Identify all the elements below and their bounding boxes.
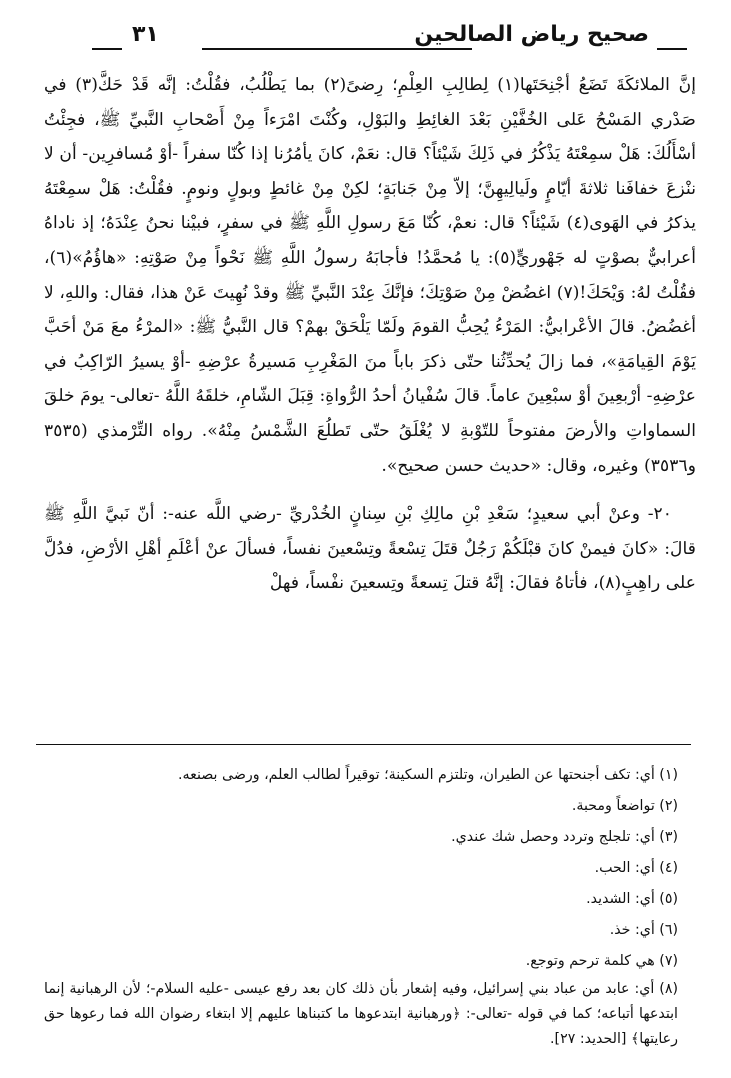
header-rule-middle bbox=[202, 48, 472, 50]
footnote-6: (٦) أي: خذ. bbox=[609, 922, 678, 938]
footnotes bbox=[44, 760, 696, 1052]
header-rule-left bbox=[92, 48, 122, 50]
footnote-2: (٢) تواضعاً ومحبة. bbox=[571, 798, 678, 814]
main-text bbox=[44, 68, 696, 601]
footnote-1: (١) أي: تكف أجنحتها عن الطيران، وتلتزم السكينة؛ توقيراً لطالب العلم، ورضى بصنعه. bbox=[177, 767, 678, 783]
header-rule-right bbox=[657, 48, 687, 50]
book-title: صحيح رياض الصالحين bbox=[414, 22, 649, 47]
running-header bbox=[92, 20, 687, 54]
footnote-3: (٣) أي: تلجلج وتردد وحصل شك عندي. bbox=[451, 829, 678, 845]
footnote-separator bbox=[36, 744, 691, 745]
footnote-5: (٥) أي: الشديد. bbox=[586, 891, 678, 907]
hadith-paragraph-20: ٢٠- وعنْ أبي سعيدٍ؛ سَعْدِ بْنِ مالِكِ بْنِ سِنانٍ الخُدْريِّ -رضي اللَّه عنه-: أنّ نَبيَّ اللَّهِ ﷺ قالَ: «كانَ فيمنْ كانَ قبْلَكُمْ رَجُلٌ قتَلَ تِسْعةً وتِسْعينَ نفساً، فسألَ عنْ أعْلَمِ أهْلِ الأرْضِ، فدُلَّ على راهِبٍ(٨)، فأتاهُ فقالَ: إنَّهُ قتلَ تِسعةً وتِسعينَ نفْساً، فهلْ bbox=[44, 504, 696, 594]
footnote-4: (٤) أي: الحب. bbox=[594, 860, 678, 876]
hadith-paragraph-19: إنَّ الملائكَةَ تَضَعُ أجْنِحَتَها(١) لِطالِبِ العِلْمِ؛ رِضىً(٢) بما يَطْلُبُ، فقُلْتُ: إنَّه قَدْ حَكَّ(٣) في صَدْري المَسْحُ عَلى الخُفَّيْنِ بَعْدَ الغائِطِ والبَوْلِ، وكُنْتَ امْرَءاً مِنْ أَصْحابِ النَّبيِّ ﷺ، فجِئْتُ أسْأَلُكَ: هَلْ سمِعْتَهُ يَذْكُرُ في ذَلِكَ شَيْئاً؟ قال: نعَمْ، كانَ يأمُرُنا إذا كُنّا سفراً -أوْ مُسافرِين- أن لا ننْزعَ خفافَنا ثلاثةَ أيّامٍ ولَيالِيهِنَّ؛ إلاّ مِنْ جَنابَةٍ؛ لكِنْ مِنْ غائطٍ وبولٍ ونومٍ. فقُلْتُ: هَلْ سمِعْتَهُ يذكرُ في الهَوى(٤) شَيْئاً؟ قال: نعمْ، كُنّا مَعَ رسولِ اللَّهِ ﷺ في سفرٍ، فبيْنا نحنُ عِنْدَهُ؛ إذ ناداهُ أعرابيٌّ بصوْتٍ له جَهْوريٍّ(٥): يا مُحمَّدُ! فأجابَهُ رسولُ اللَّهِ ﷺ نَحْواً مِنْ صَوْتِهِ: «هاؤُمُ»(٦)، فقُلْتُ لهُ: وَيْحَكَ!(٧) اغضُضْ مِنْ صَوْتِكَ؛ فإنَّكَ عِنْدَ النَّبيِّ ﷺ وقدْ نُهِيتَ عَنْ هذا، فقال: واللهِ، لا أغضُضُ. قالَ الأعْرابيُّ: المَرْءُ يُحِبُّ القومَ ولَمّا يَلْحَقْ بهمْ؟ قال النَّبيُّ ﷺ: «المرْءُ معَ مَنْ أحَبَّ يَوْمَ القِيامَةِ»، فما زالَ يُحدِّثُنا حتّى ذكرَ باباً منَ المَغْرِبِ مَسيرةُ عرْضِهِ -أوْ يسيرُ الرّاكِبُ في عرْضِهِ- أرْبعِينَ أوْ سبْعِينَ عاماً. قالَ سُفْيانُ أحدُ الرُّواةِ: قِبَلَ الشّامِ، خلقَهُ اللَّهُ -تعالى- يومَ خلقَ السماواتِ والأرضَ مفتوحاً للتّوْبةِ لا يُغْلَقُ حتّى تَطلُعَ الشَّمْسُ مِنْهُ». رواه التِّرْمذي (٣٥٣٥ و٣٥٣٦) وغيره، وقال: «حديث حسن صحيح». bbox=[44, 75, 696, 476]
page-number: ٣١ bbox=[132, 22, 159, 47]
footnote-8: (٨) أي: عابد من عباد بني إسرائيل، وفيه إشعار بأن ذلك كان بعد رفع عيسى -عليه السلام-؛ لأن الرهبانية إنما ابتدعها أتباعه؛ كما في قوله -تعالى-: ﴿ورهبانية ابتدعوها ما كتبناها عليهم إلا ابتغاء رضوان الله فما رعوها حق رعايتها﴾ [الحديد: ٢٧]. bbox=[44, 981, 678, 1047]
footnote-7: (٧) هي كلمة ترحم وتوجع. bbox=[525, 953, 678, 969]
